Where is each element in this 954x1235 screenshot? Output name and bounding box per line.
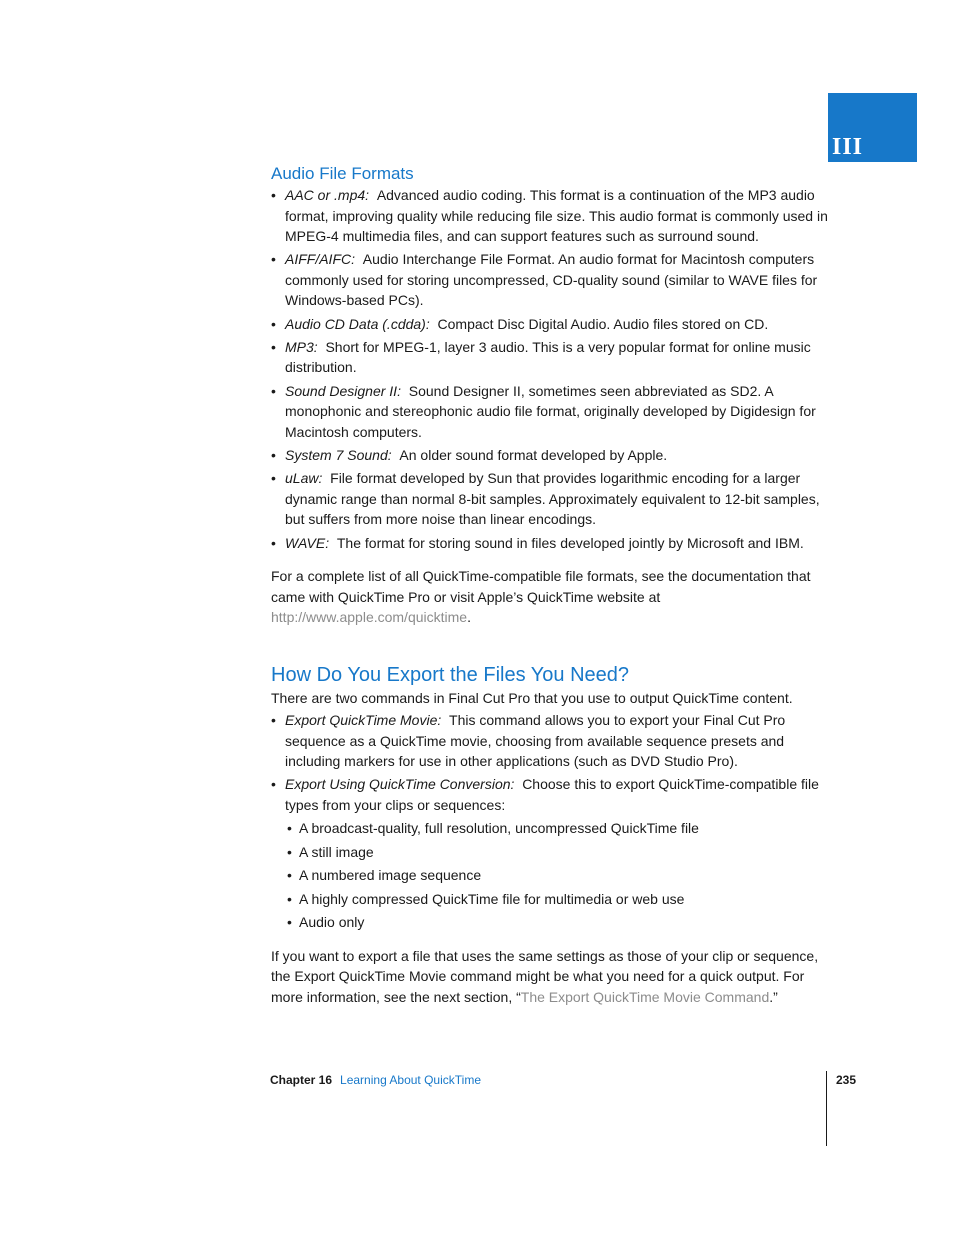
closing-text: For a complete list of all QuickTime-compatible file formats, see the documentation that came with QuickTime Pro or visit Apple’s QuickTime website at [271,568,811,605]
closing-end: . [467,609,471,626]
chapter-label: Chapter 16 [270,1073,333,1087]
item-text: Short for MPEG-1, layer 3 audio. This is a very popular format for online music distribution. [285,338,811,376]
export-closing-paragraph [271,946,831,1008]
export-commands-list [271,710,831,933]
part-tab [828,93,917,162]
item-term: WAVE: [285,534,330,551]
page-footer [270,1073,481,1087]
list-item: • A broadcast-quality, full resolution, uncompressed QuickTime file [271,818,831,839]
audio-formats-list [271,185,831,553]
page-content [271,163,831,1007]
item-text: Sound Designer II, sometimes seen abbreviated as SD2. A monophonic and stereophonic audio file format, originally developed by Digidesign for Macintosh computers. [285,382,816,440]
item-term: System 7 Sound: [285,446,392,463]
list-item [271,774,831,933]
export-types-list [271,818,831,933]
item-text: The format for storing sound in files developed jointly by Microsoft and IBM. [336,534,804,551]
item-term: MP3: [285,338,318,355]
quicktime-website-link[interactable]: http://www.apple.com/quicktime [271,609,468,626]
list-item [271,314,831,335]
footer-divider [826,1071,827,1146]
export-heading: How Do You Export the Files You Need? [271,663,630,686]
item-term: Audio CD Data (.cdda): [285,315,430,332]
list-item: • A still image [271,842,831,863]
list-item [271,185,831,247]
list-item [271,249,831,311]
list-item [271,533,831,554]
item-text: Choose this to export QuickTime-compatible file types from your clips or sequences: [285,776,819,813]
list-item [271,710,831,772]
list-item [271,381,831,443]
item-text: Compact Disc Digital Audio. Audio files stored on CD. [437,315,769,332]
list-item: • A highly compressed QuickTime file for multimedia or web use [271,889,831,910]
item-term: Sound Designer II: [285,382,401,399]
item-term: uLaw: [285,470,323,487]
item-text: Audio Interchange File Format. An audio format for Macintosh computers commonly used for storing uncompressed, CD-quality sound (similar to WAVE files for Windows-based PCs). [285,251,818,309]
export-intro: There are two commands in Final Cut Pro that you use to output QuickTime content. [271,689,793,706]
item-term: AAC or .mp4: [285,187,370,203]
list-item [271,468,831,530]
item-term: Export Using QuickTime Conversion: [285,776,515,793]
item-text: This command allows you to export your Final Cut Pro sequence as a QuickTime movie, choosing from available sequence presets and including markers for use in other applications (such as DVD Studio Pro). [285,712,786,770]
part-tab-label: III [832,134,864,160]
list-item: • Audio only [271,912,831,933]
item-text: An older sound format developed by Apple. [399,446,668,463]
page-number: 235 [836,1073,857,1087]
item-term: Export QuickTime Movie: [285,712,442,729]
export-movie-command-link[interactable]: The Export QuickTime Movie Command [520,988,770,1005]
closing-text: If you want to export a file that uses the same settings as those of your clip or sequence, the Export QuickTime Movie command might be what you need for a quick output. For more information, see the next section, “ [271,947,819,1005]
item-term: AIFF/AIFC: [285,251,355,268]
chapter-title-link[interactable]: Learning About QuickTime [340,1073,481,1087]
list-item [271,337,831,378]
item-text: File format developed by Sun that provides logarithmic encoding for a larger dynamic range than normal 8-bit samples. Approximately equivalent to 12-bit samples, but suffers from more noise than linear encodings. [285,470,820,528]
list-item [271,445,831,466]
formats-closing-paragraph [271,566,831,628]
audio-formats-heading: Audio File Formats [271,164,414,183]
item-text: Advanced audio coding. This format is a continuation of the MP3 audio format, improving quality while reducing file size. This audio format is commonly used in MPEG-4 multimedia files, and can support features such as surround sound. [285,187,828,244]
closing-end: .” [769,988,778,1005]
list-item: • A numbered image sequence [271,865,831,886]
